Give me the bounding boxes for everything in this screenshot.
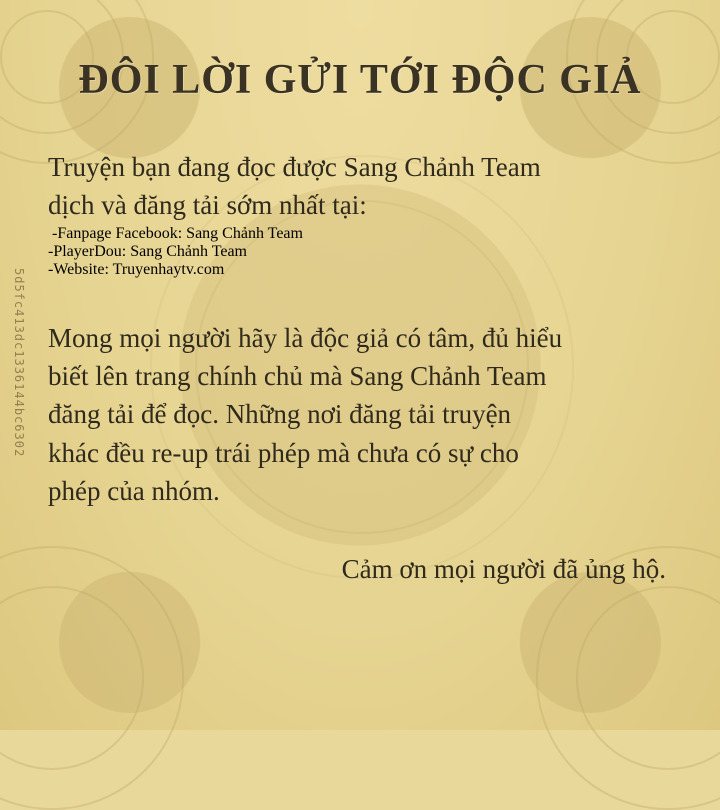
page-title: ĐÔI LỜI GỬI TỚI ĐỘC GIẢ (78, 57, 642, 103)
body-line: Mong mọi người hãy là độc giả có tâm, đủ hiểu (48, 322, 563, 353)
body-line: phép của nhóm. (48, 475, 220, 506)
body-line: đăng tải để đọc. Những nơi đăng tải truyện (48, 399, 512, 430)
channel-list (48, 225, 672, 279)
list-item: -Website: Truyenhaytv.com (48, 260, 225, 278)
ornament-ring-icon (576, 586, 720, 770)
ornament-ring-icon (0, 546, 184, 810)
intro-line: dịch và đăng tải sớm nhất tại: (48, 190, 367, 221)
closing-line: Cảm ơn mọi người đã ủng hộ. (341, 554, 666, 585)
body-line: khác đều re-up trái phép mà chưa có sự cho (48, 437, 519, 468)
intro-line: Truyện bạn đang đọc được Sang Chảnh Team (48, 152, 541, 182)
ornament-ring-icon (0, 586, 144, 770)
ornament-ring-icon (536, 546, 720, 810)
body-paragraph (48, 319, 672, 511)
body-line: biết lên trang chính chủ mà Sang Chảnh Team (48, 360, 547, 391)
intro-paragraph (48, 148, 672, 225)
watermark-id: 5d5fc413dc1336144bc6302 (12, 268, 26, 458)
list-item: -Fanpage Facebook: Sang Chảnh Team (48, 224, 303, 242)
list-item: -PlayerDou: Sang Chảnh Team (48, 242, 247, 260)
